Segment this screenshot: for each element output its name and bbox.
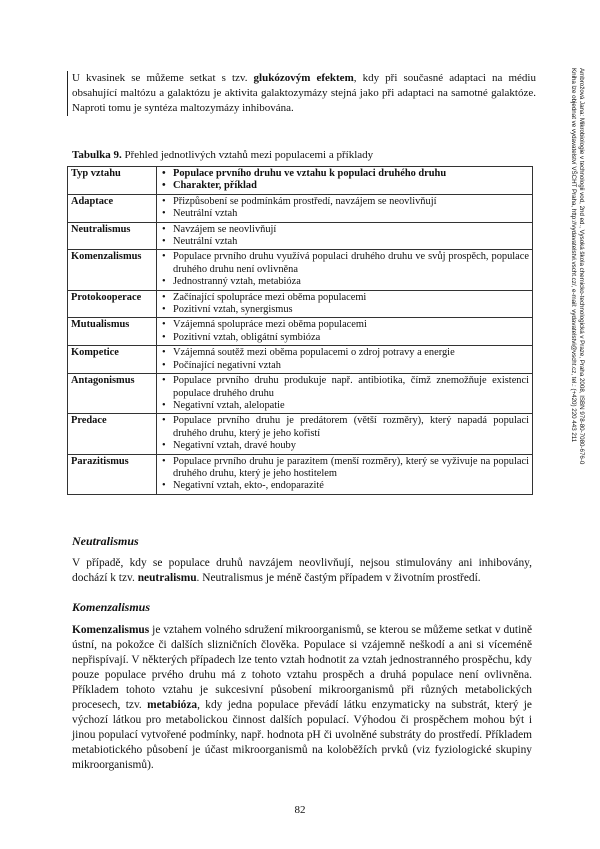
- table-row: [68, 194, 533, 222]
- neutralismus-text-after: . Neutralismus je méně častým případem v životním prostředí.: [196, 572, 481, 584]
- table-row: [68, 222, 533, 250]
- side-note-line-2: Kniha lze objednat ve vydavatelství VŠCHT Praha, http://vydavatelstvi.vscht.cz/, e-mail: vydavatelstvi@vscht.cz, tel.: (+420) 220 443 211: [570, 68, 577, 443]
- relation-item: • Populace prvního druhu využívá populaci druhého druhu ve svůj prospěch, populace druhého druhu není ovlivněna: [159, 251, 529, 276]
- relation-kind: Neutralismus: [68, 222, 157, 250]
- relation-kind: Adaptace: [68, 194, 157, 222]
- table-row: [68, 250, 533, 290]
- relation-kind: Komenzalismus: [68, 250, 157, 290]
- relation-desc: [157, 194, 533, 222]
- relation-item: • Vzájemná soutěž mezi oběma populacemi o zdroj potravy a energie: [159, 347, 529, 359]
- relation-kind: Kompetice: [68, 346, 157, 374]
- header-item: • Charakter, příklad: [159, 180, 529, 192]
- relation-item: • Negativní vztah, ekto-, endoparazité: [159, 480, 529, 492]
- relation-desc: [157, 290, 533, 318]
- relation-item: • Navzájem se neovlivňují: [159, 224, 529, 236]
- relation-kind: Antagonismus: [68, 374, 157, 414]
- neutralismus-paragraph: [72, 556, 532, 586]
- table-row: [68, 346, 533, 374]
- relation-item: • Pozitivní vztah, synergismus: [159, 304, 529, 316]
- komenzalismus-text-2: , kdy jedna populace převádí látku enzymaticky na substrát, který je výchozí látkou pro metabolickou činnost dalších populací. Výhodou či prospěchem mohou být i jinou populací vytvořené podmínky, např. hodnota pH či uvolněné substráty do prostředí. Příkladem metabiotického působení je účast mikroorganismů na koloběžích prvků (viz fyziologické skupiny mikroorganismů).: [72, 699, 532, 771]
- relation-item: • Přizpůsobení se podmínkám prostředí, navzájem se neovlivňují: [159, 196, 529, 208]
- relation-desc: [157, 318, 533, 346]
- relations-table: [67, 166, 533, 495]
- relation-item: • Pozitivní vztah, obligátní symbióza: [159, 332, 529, 344]
- relation-item: • Vzájemná spolupráce mezi oběma populacemi: [159, 319, 529, 331]
- intro-bold-term: glukózovým efektem: [253, 72, 354, 84]
- relation-item: • Jednostranný vztah, metabióza: [159, 276, 529, 288]
- neutralismus-text-before: V případě, kdy se populace druhů navzájem neovlivňují, nejsou stimulovány ani inhibovány, dochází k tzv.: [72, 557, 532, 584]
- komenzalismus-paragraph: [72, 623, 532, 773]
- relation-item: • Začínající spolupráce mezi oběma populacemi: [159, 292, 529, 304]
- table-caption: [72, 148, 373, 162]
- relation-desc: [157, 346, 533, 374]
- intro-text-after: , kdy při současné adaptaci na médiu obsahující maltózu a galaktózu je aktivita galaktozymázy stejná jako při adaptaci na samotné galaktóze. Naproti tomu je syntéza maltozymázy inhibována.: [72, 72, 536, 114]
- komenzalismus-bold-term: Komenzalismus: [72, 624, 150, 636]
- table-row: [68, 318, 533, 346]
- relation-kind: Protokooperace: [68, 290, 157, 318]
- metabioza-bold-term: metabióza: [147, 699, 198, 711]
- relation-item: • Negativní vztah, alelopatie: [159, 400, 529, 412]
- table-row: [68, 290, 533, 318]
- relation-item: • Neutrální vztah: [159, 236, 529, 248]
- header-item: • Populace prvního druhu ve vztahu k populaci druhého druhu: [159, 168, 529, 180]
- relation-desc: [157, 222, 533, 250]
- side-note-line-1: Ambrožová Jana: Mikrobiologie v technologii vod, 2nd ed., Vysoká škola chemicko-technologická v Praze, Praha 2008, ISBN 978-80-7080-676-0: [578, 68, 585, 465]
- relation-item: • Populace prvního druhu je predátorem (větší rozměry), který napadá populaci druhého druhu, který je jeho kořistí: [159, 415, 529, 440]
- relation-item: • Počínající negativní vztah: [159, 360, 529, 372]
- relation-desc: [157, 250, 533, 290]
- intro-paragraph: [67, 71, 536, 116]
- page-number: 82: [294, 804, 306, 816]
- relation-desc: [157, 374, 533, 414]
- header-desc-cell: [157, 167, 533, 195]
- table-caption-text: Přehled jednotlivých vztahů mezi populacemi a příklady: [121, 149, 374, 161]
- header-kind-cell: Typ vztahu: [68, 167, 157, 195]
- table-header-row: [68, 167, 533, 195]
- relation-kind: Parazitismus: [68, 454, 157, 494]
- relation-item: • Populace prvního druhu je parazitem (menší rozměry), který se vyživuje na populaci druhého druhu, který je jeho hostitelem: [159, 456, 529, 481]
- relation-item: • Negativní vztah, dravé houby: [159, 440, 529, 452]
- relation-desc: [157, 414, 533, 454]
- table-row: [68, 374, 533, 414]
- table-caption-label: Tabulka 9.: [72, 149, 122, 161]
- side-note: [567, 68, 585, 588]
- relation-item: • Populace prvního druhu produkuje např. antibiotika, čímž znemožňuje existenci populace druhého druhu: [159, 375, 529, 400]
- komenzalismus-text-1: je vztahem volného sdružení mikroorganismů, se kterou se můžeme setkat v dutině ústní, na pokožce či dalších slizničních člověka. Populace si vzájemně neškodí a ani si víceméně nepřispívají. V některých případech lze tento vztah hodnotit za vztah jednostranného prospěchu, kdy pouze populace prvého druhu má z tohoto vztahu prospěch a druhá populace není ovlivněna. Příkladem tohoto vztahu je sukcesivní působení mikroorganismů při různých metabolických procesech, tzv.: [72, 624, 532, 711]
- section-title-neutralismus: Neutralismus: [72, 534, 139, 548]
- table-row: [68, 414, 533, 454]
- relation-desc: [157, 454, 533, 494]
- relation-kind: Mutualismus: [68, 318, 157, 346]
- relation-kind: Predace: [68, 414, 157, 454]
- neutralismus-bold-term: neutralismu: [137, 572, 197, 584]
- section-title-komenzalismus: Komenzalismus: [72, 600, 151, 614]
- table-row: [68, 454, 533, 494]
- relation-item: • Neutrální vztah: [159, 208, 529, 220]
- intro-text-before: U kvasinek se můžeme setkat s tzv.: [72, 72, 254, 84]
